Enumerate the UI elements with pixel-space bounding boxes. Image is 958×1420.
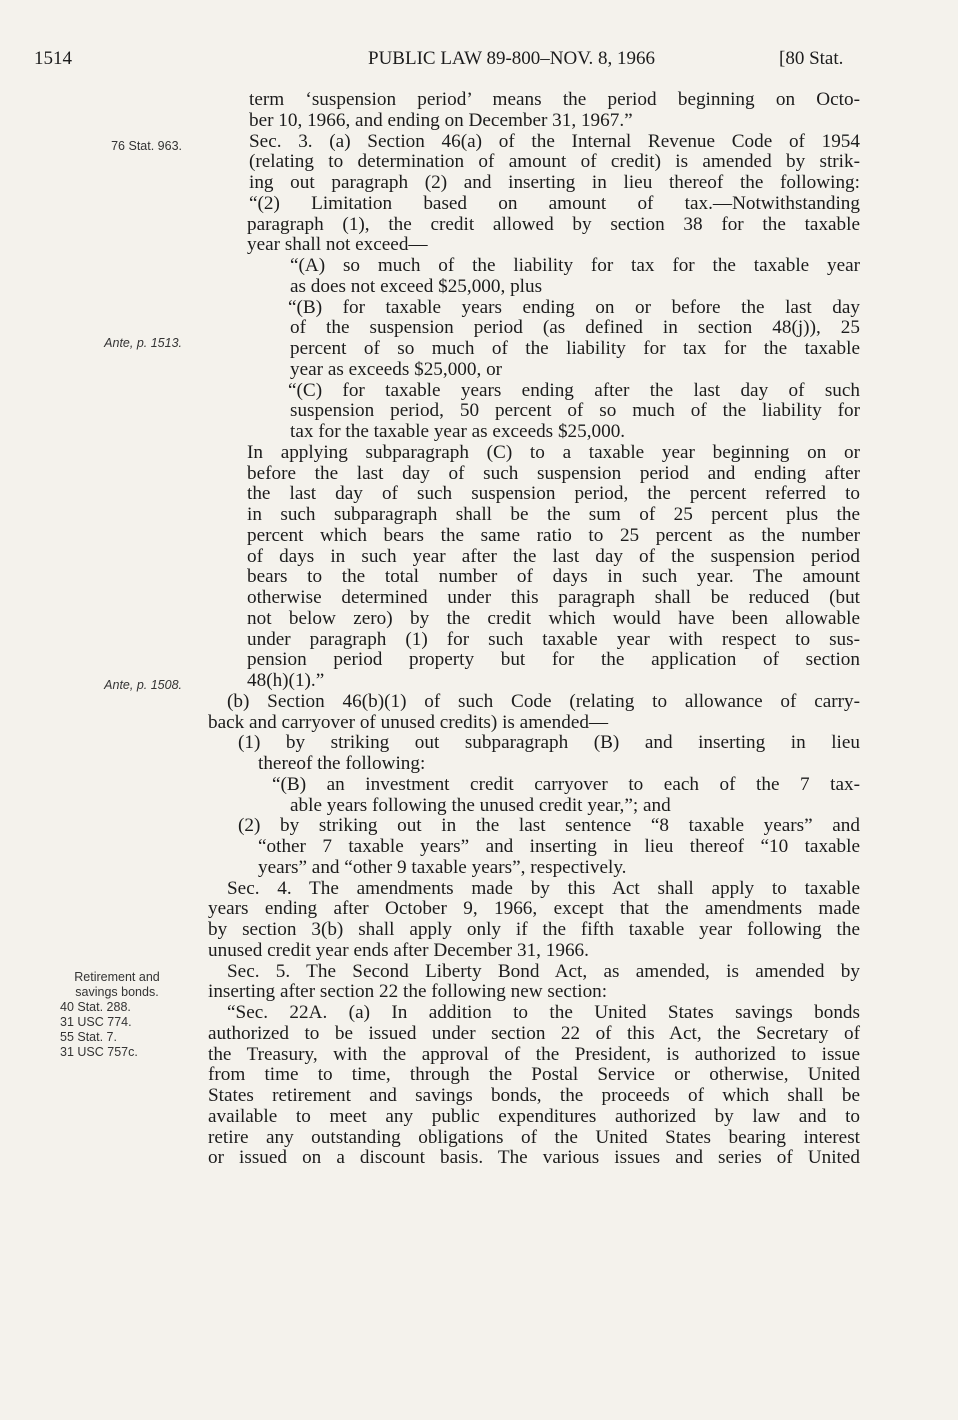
running-title: PUBLIC LAW 89-800–NOV. 8, 1966	[368, 48, 656, 69]
text-line: otherwise determined under this paragraph shall be reduced (but	[247, 587, 860, 608]
margin-note-line: 76 Stat. 963.	[111, 139, 182, 153]
text-line: pension period property but for the application of section	[247, 649, 860, 671]
text-line: under paragraph (1) for such taxable year with respect to sus-	[247, 628, 860, 650]
text-line: “(B) for taxable years ending on or before the last day	[288, 296, 860, 318]
page-header	[0, 48, 958, 78]
text-line: as does not exceed $25,000, plus	[290, 275, 543, 297]
text-line: from time to time, through the Postal Service or otherwise, United	[208, 1064, 860, 1086]
text-line: percent of so much of the liability for tax for the taxable	[290, 338, 860, 359]
text-line: In applying subparagraph (C) to a taxable year beginning on or	[247, 441, 860, 463]
text-line: or issued on a discount basis. The various issues and series of United	[208, 1147, 860, 1169]
text-line: by section 3(b) shall apply only if the fifth taxable year following the	[208, 919, 860, 940]
margin-citation	[60, 678, 182, 693]
text-line: available to meet any public expenditures authorized by law and to	[208, 1105, 860, 1127]
text-line: able years following the unused credit year,”; and	[290, 794, 671, 816]
text-line: year as exceeds $25,000, or	[290, 358, 503, 380]
text-line: retire any outstanding obligations of the United States bearing interest	[208, 1126, 860, 1148]
text-line: tax for the taxable year as exceeds $25,000.	[290, 421, 626, 442]
text-line: ber 10, 1966, and ending on December 31, 1967.”	[249, 109, 633, 131]
margin-citation-block	[52, 970, 182, 1060]
text-line: year shall not exceed—	[247, 234, 428, 256]
text-line: inserting after section 22 the following new section:	[208, 981, 608, 1003]
text-line: suspension period, 50 percent of so much of the liability for	[290, 400, 860, 422]
page-number: 1514	[34, 48, 72, 69]
text-line: the last day of such suspension period, the percent referred to	[247, 483, 860, 505]
text-line: (1) by striking out subparagraph (B) and inserting in lieu	[238, 732, 860, 754]
margin-citation	[60, 336, 182, 351]
text-line: ing out paragraph (2) and inserting in lieu thereof the following:	[249, 172, 860, 193]
text-line: of days in such year after the last day of the suspension period	[247, 545, 860, 567]
margin-note-line: Retirement and	[74, 970, 160, 984]
text-line: Sec. 3. (a) Section 46(a) of the Internal Revenue Code of 1954	[249, 130, 860, 152]
text-line: “(2) Limitation based on amount of tax.—Notwithstanding	[249, 192, 860, 214]
text-line: States retirement and savings bonds, the proceeds of which shall be	[208, 1085, 860, 1106]
text-line: of the suspension period (as defined in section 48(j)), 25	[290, 317, 860, 339]
statute-text	[196, 90, 860, 1169]
text-line: paragraph (1), the credit allowed by section 38 for the taxable	[247, 213, 860, 235]
text-line: Sec. 5. The Second Liberty Bond Act, as amended, is amended by	[227, 960, 860, 982]
text-line: (relating to determination of amount of credit) is amended by strik-	[249, 151, 860, 173]
margin-citation	[60, 139, 182, 154]
text-line: unused credit year ends after December 31, 1966.	[208, 939, 589, 961]
text-line: before the last day of such suspension period and ending after	[247, 462, 860, 484]
text-line: percent which bears the same ratio to 25 percent as the number	[247, 524, 860, 546]
text-line: “(A) so much of the liability for tax for the taxable year	[290, 255, 860, 276]
margin-note-line: 40 Stat. 288.	[60, 1000, 131, 1014]
margin-note-line: savings bonds.	[75, 985, 159, 999]
margin-note-line: Ante, p. 1513.	[104, 336, 182, 350]
text-line: years ending after October 9, 1966, except that the amendments made	[208, 898, 860, 920]
volume-reference: [80 Stat.	[779, 48, 844, 69]
text-line: thereof the following:	[258, 753, 426, 774]
margin-note-line: 31 USC 774.	[60, 1015, 132, 1029]
margin-note-line: 55 Stat. 7.	[60, 1030, 117, 1044]
text-line: the Treasury, with the approval of the President, is authorized to issue	[208, 1043, 860, 1065]
text-line: Sec. 4. The amendments made by this Act shall apply to taxable	[227, 877, 860, 899]
text-line: (b) Section 46(b)(1) of such Code (relating to allowance of carry-	[227, 690, 860, 712]
text-line: in such subparagraph shall be the sum of 25 percent plus the	[247, 504, 860, 525]
text-line: back and carryover of unused credits) is amended—	[208, 711, 609, 733]
margin-note-line: Ante, p. 1508.	[104, 678, 182, 692]
text-line: “other 7 taxable years” and inserting in lieu thereof “10 taxable	[258, 836, 860, 857]
text-line: term ‘suspension period’ means the period beginning on Octo-	[249, 89, 860, 110]
text-line: authorized to be issued under section 22 of this Act, the Secretary of	[208, 1022, 860, 1044]
text-line: (2) by striking out in the last sentence “8 taxable years” and	[238, 815, 860, 837]
text-line: 48(h)(1).”	[247, 670, 325, 691]
text-line: years” and “other 9 taxable years”, respectively.	[258, 856, 627, 878]
text-line: “Sec. 22A. (a) In addition to the United States savings bonds	[227, 1002, 860, 1023]
text-line: not below zero) by the credit which would have been allowable	[247, 607, 860, 629]
text-line: “(C) for taxable years ending after the last day of such	[288, 379, 860, 401]
text-line: bears to the total number of days in such year. The amount	[247, 566, 860, 588]
margin-note-line: 31 USC 757c.	[60, 1045, 138, 1059]
text-line: “(B) an investment credit carryover to each of the 7 tax-	[272, 773, 860, 795]
